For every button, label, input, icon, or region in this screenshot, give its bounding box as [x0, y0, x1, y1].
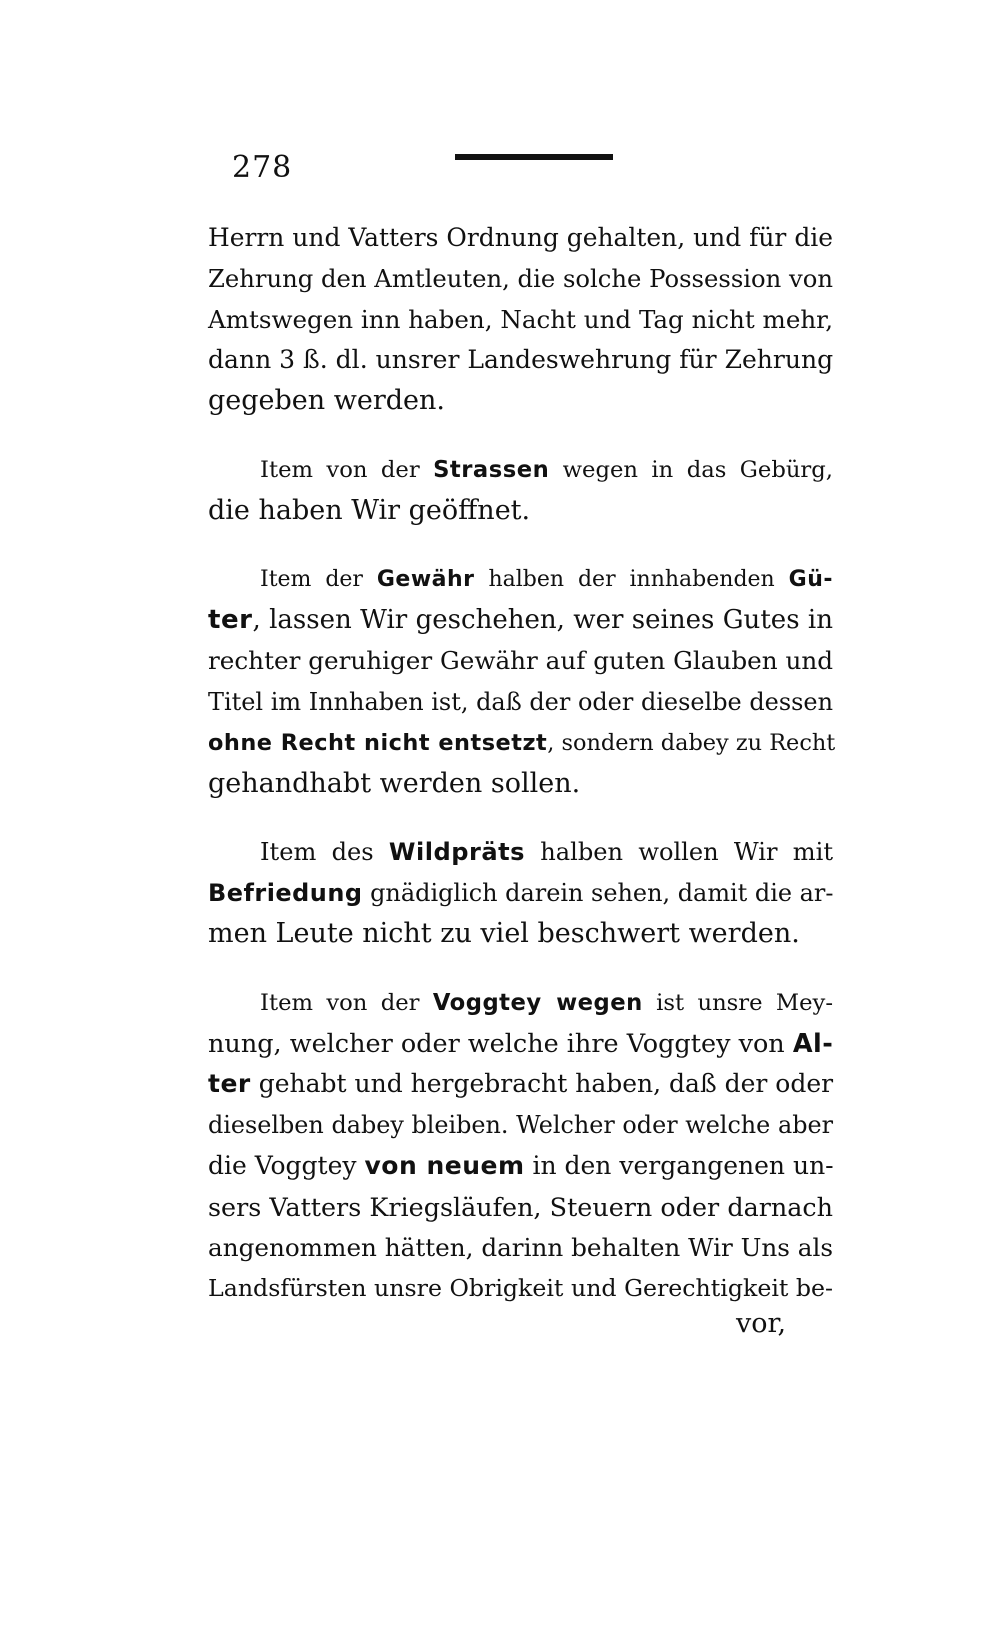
text-run: , lassen Wir geschehen, wer seines Gutes in — [252, 605, 833, 636]
text-line — [208, 983, 833, 1024]
emphasized-text: Gewähr — [376, 566, 475, 592]
text-run: in den vergangenen un- — [524, 1150, 834, 1180]
paragraph — [208, 983, 833, 1309]
paragraph — [208, 218, 833, 422]
text-run: Landsfürsten unsre Obrigkeit und Gerechtigkeit be- — [208, 1274, 834, 1303]
text-run: wegen in das Gebürg, — [549, 456, 833, 483]
text-line — [208, 491, 833, 532]
text-run: Amtswegen inn haben, Nacht und Tag nicht mehr, — [208, 304, 833, 334]
text-line — [208, 300, 833, 341]
text-line — [208, 914, 833, 955]
paragraph — [208, 560, 836, 805]
text-run: halben der innhabenden — [474, 566, 789, 592]
text-run: , sondern dabey zu Recht — [547, 729, 836, 756]
text-line — [208, 259, 833, 300]
text-run: gegeben werden. — [208, 385, 445, 417]
text-run: dann 3 ß. dl. unsrer Landeswehrung für Zehrung — [208, 345, 834, 375]
text-line — [208, 1105, 833, 1146]
text-line — [208, 723, 836, 764]
text-line — [208, 1268, 833, 1309]
text-line — [208, 450, 833, 491]
text-run: halben wollen Wir mit — [525, 838, 833, 867]
emphasized-text: ohne Recht nicht entsetzt — [208, 729, 548, 756]
text-run: gnädiglich darein sehen, damit die ar- — [362, 879, 834, 908]
text-line — [208, 873, 833, 914]
emphasized-text: Befriedung — [208, 879, 363, 908]
text-run: die haben Wir geöffnet. — [208, 494, 531, 526]
emphasized-text: Gü- — [788, 566, 833, 592]
text-line — [208, 641, 833, 682]
text-run: Zehrung den Amtleuten, die solche Possession von — [208, 263, 833, 293]
emphasized-text: Voggtey wegen — [432, 989, 643, 1016]
text-run: men Leute nicht zu viel beschwert werden. — [208, 917, 800, 949]
body-text — [208, 218, 836, 1337]
text-run: ist unsre Mey- — [642, 989, 834, 1016]
emphasized-text: ter — [208, 605, 253, 636]
emphasized-text: Al- — [792, 1028, 834, 1059]
text-run: Item von der — [260, 989, 433, 1016]
text-run: Titel im Innhaben ist, daß der oder dieselbe dessen — [208, 687, 833, 716]
text-run: gehabt und hergebracht haben, daß der oder — [250, 1069, 834, 1099]
text-line — [208, 1146, 833, 1187]
text-line — [208, 560, 833, 601]
text-line — [208, 1187, 833, 1228]
text-line — [208, 218, 833, 259]
text-line — [208, 1228, 833, 1269]
catchword: vor, — [736, 1308, 787, 1339]
emphasized-text: ter — [208, 1069, 251, 1099]
text-run: rechter geruhiger Gewähr auf guten Glauben und — [208, 646, 833, 676]
text-run: Item der — [260, 566, 377, 592]
emphasized-text: Strassen — [433, 456, 550, 483]
text-line — [208, 832, 833, 873]
page-number: 278 — [232, 150, 293, 185]
text-run: angenommen hätten, darinn behalten Wir Uns als — [208, 1232, 833, 1262]
text-run: Herrn und Vatters Ordnung gehalten, und für die — [208, 223, 833, 252]
text-line — [208, 1024, 833, 1065]
emphasized-text: von neuem — [364, 1150, 525, 1180]
paragraph — [208, 450, 833, 532]
text-line — [208, 340, 833, 381]
text-line — [208, 381, 833, 422]
paragraph — [208, 832, 833, 954]
text-run: Item von der — [260, 456, 434, 483]
text-run: nung, welcher oder welche ihre Voggtey von — [208, 1028, 793, 1059]
text-run: dieselben dabey bleiben. Welcher oder welche aber — [208, 1111, 833, 1140]
text-line — [208, 1064, 833, 1105]
text-run: sers Vatters Kriegsläufen, Steuern oder darnach — [208, 1191, 833, 1222]
text-run: gehandhabt werden sollen. — [208, 767, 581, 799]
text-line — [208, 682, 833, 723]
text-line — [208, 764, 833, 805]
text-line — [208, 600, 833, 641]
text-run: die Voggtey — [208, 1150, 365, 1180]
emphasized-text: Wildpräts — [388, 838, 525, 867]
header-rule — [455, 154, 613, 160]
text-run: Item des — [260, 838, 389, 867]
